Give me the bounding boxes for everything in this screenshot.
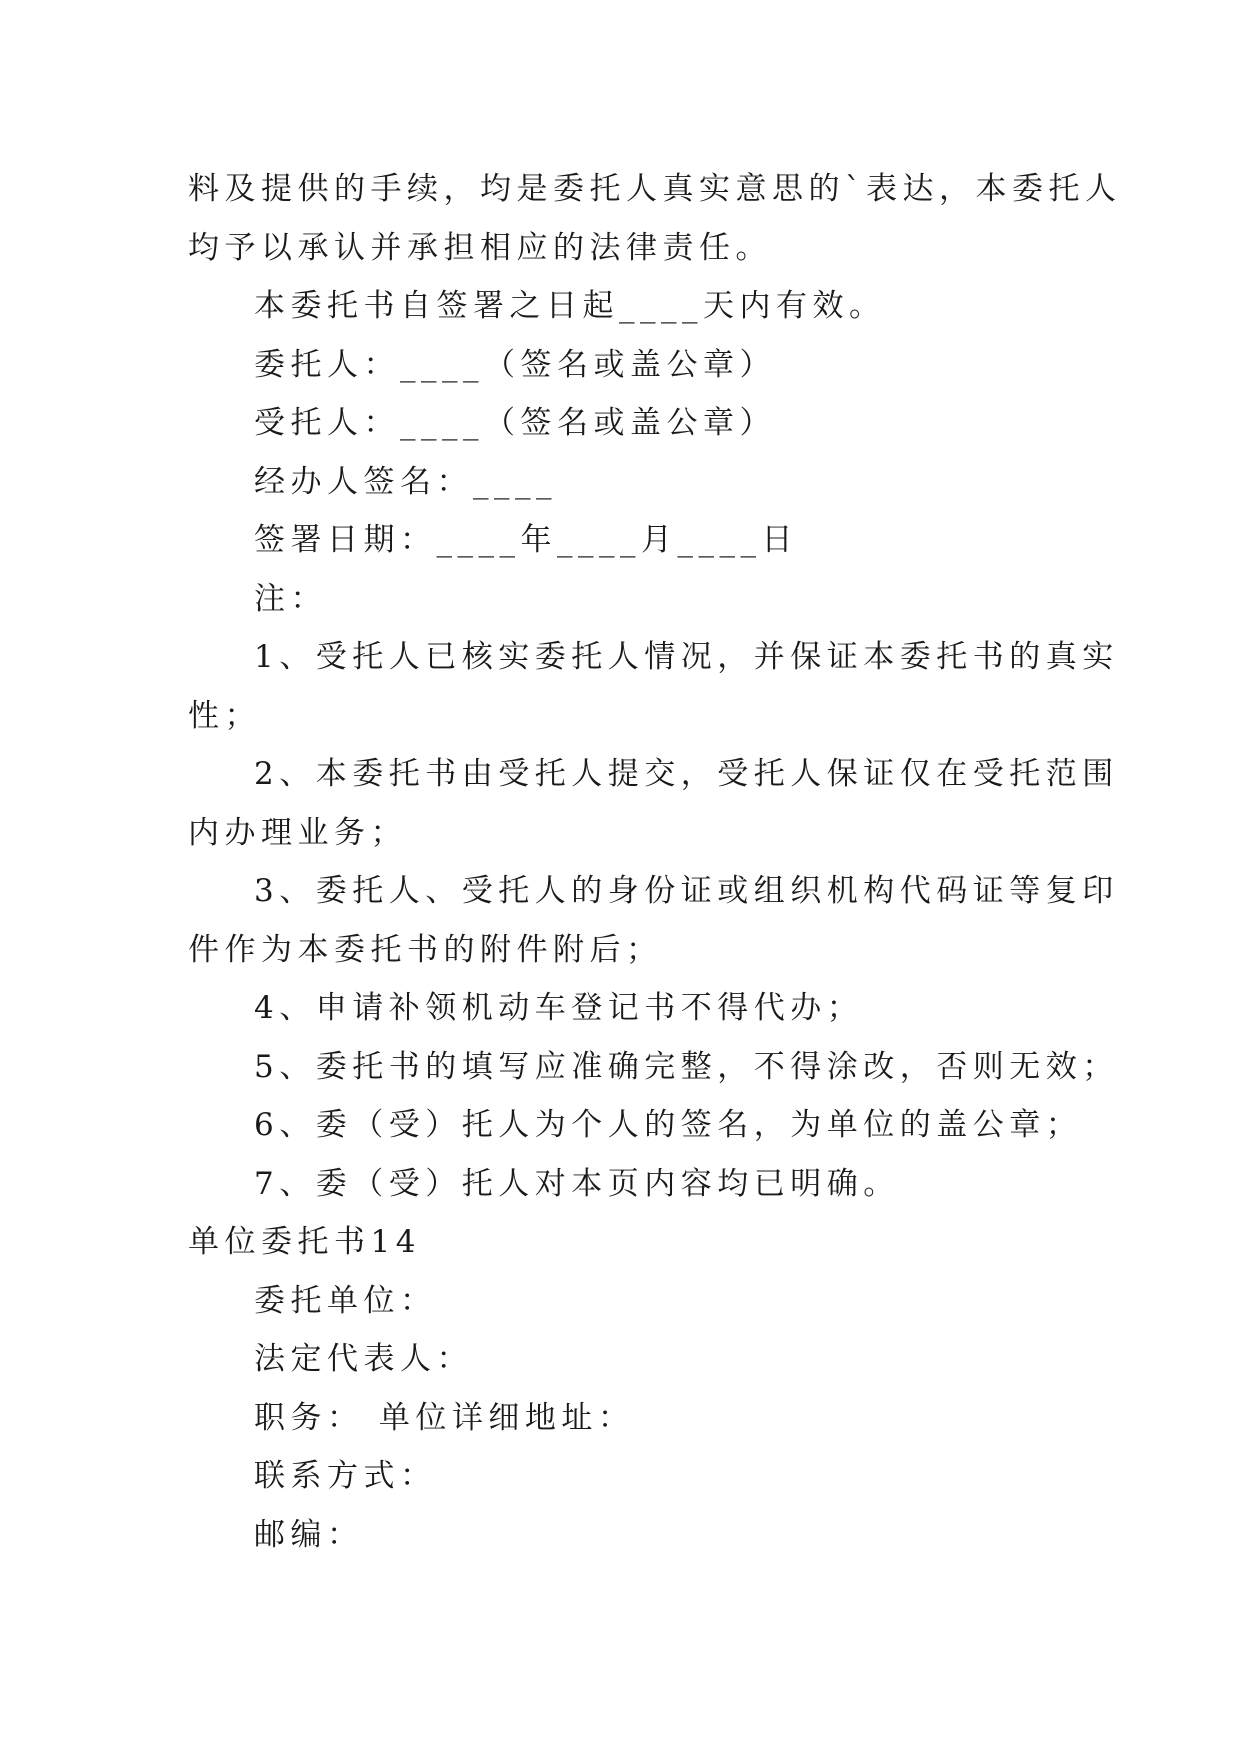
- note-item-continued: 件作为本委托书的附件附后；: [188, 931, 663, 968]
- note-item-continued: 性；: [188, 697, 261, 734]
- note-item: 2、本委托书由受托人提交，受托人保证仅在受托范围: [254, 756, 1119, 792]
- form-field-label: 职务： 单位详细地址：: [254, 1399, 635, 1436]
- validity-line: 本委托书自签署之日起____天内有效。: [254, 288, 886, 324]
- agent-signature-line: 受托人：____（签名或盖公章）: [254, 405, 776, 441]
- form-field-label: 邮编：: [254, 1516, 364, 1553]
- section-title: 单位委托书14: [188, 1224, 421, 1260]
- paragraph-line: 均予以承认并承担相应的法律责任。: [188, 229, 772, 266]
- signing-date-line: 签署日期：____年____月____日: [254, 522, 798, 558]
- form-field-label: 联系方式：: [254, 1458, 437, 1494]
- note-item: 5、委托书的填写应准确完整，不得涂改，否则无效；: [254, 1048, 1119, 1085]
- note-item: 4、申请补领机动车登记书不得代办；: [254, 990, 864, 1026]
- note-item: 1、受托人已核实委托人情况，并保证本委托书的真实: [254, 639, 1119, 675]
- principal-signature-line: 委托人：____（签名或盖公章）: [254, 346, 776, 383]
- note-item-continued: 内办理业务；: [188, 814, 407, 851]
- paragraph-line: 料及提供的手续，均是委托人真实意思的`表达，本委托人: [188, 171, 1122, 207]
- note-item: 6、委（受）托人为个人的签名，为单位的盖公章；: [254, 1107, 1083, 1143]
- handler-signature-line: 经办人签名：____: [254, 463, 557, 500]
- document-body: [188, 160, 1122, 1564]
- note-item: 7、委（受）托人对本页内容均已明确。: [254, 1165, 900, 1202]
- form-field-label: 委托单位：: [254, 1282, 437, 1319]
- notes-heading: 注：: [254, 580, 327, 617]
- note-item: 3、委托人、受托人的身份证或组织机构代码证等复印: [254, 873, 1119, 909]
- form-field-label: 法定代表人：: [254, 1341, 473, 1377]
